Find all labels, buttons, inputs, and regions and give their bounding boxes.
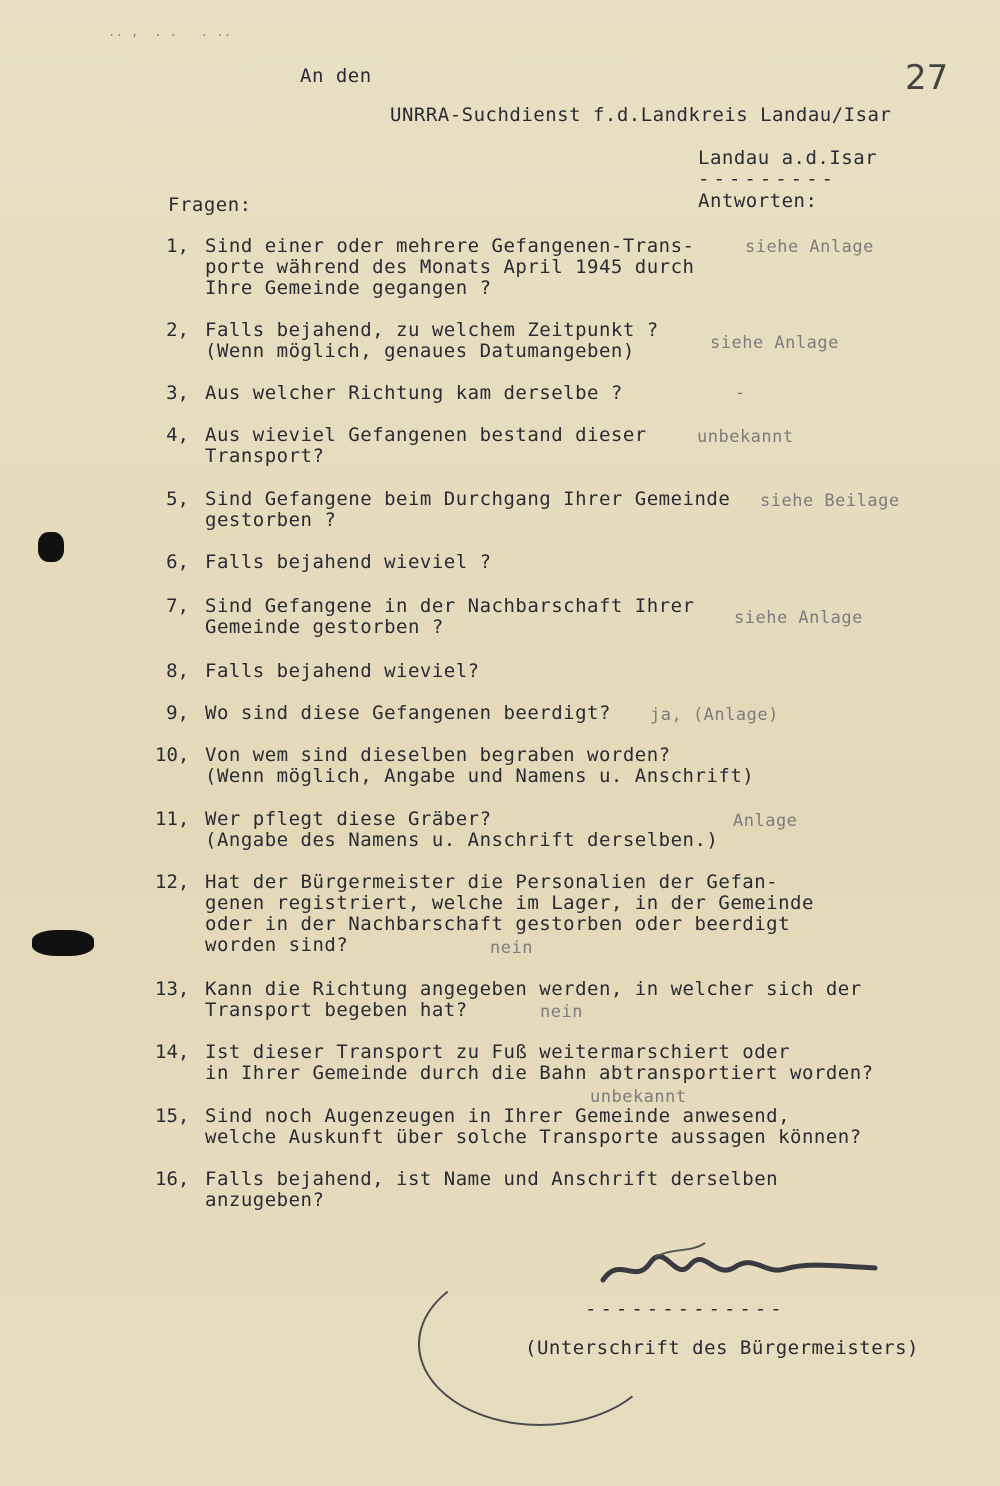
question-number: 16,: [155, 1168, 190, 1190]
question-number: 9,: [166, 702, 189, 724]
answer-text: siehe Beilage: [760, 491, 900, 511]
ink-blot: [38, 532, 64, 562]
question-number: 1,: [166, 235, 189, 257]
question-number: 6,: [166, 551, 189, 573]
question-number: 8,: [166, 660, 189, 682]
signature-label: (Unterschrift des Bürgermeisters): [525, 1337, 919, 1359]
question-text: Sind Gefangene beim Durchgang Ihrer Gemeinde gestorben ?: [205, 488, 731, 531]
question-number: 4,: [166, 424, 189, 446]
question-text: Sind einer oder mehrere Gefangenen-Trans- porte während des Monats April 1945 durch Ihre Gemeinde gegangen ?: [205, 235, 695, 299]
question-number: 10,: [155, 744, 190, 766]
answer-text: nein: [490, 938, 533, 958]
answer-text: siehe Anlage: [710, 333, 839, 353]
question-text: Wo sind diese Gefangenen beerdigt?: [205, 702, 611, 724]
question-text: Kann die Richtung angegeben werden, in welcher sich der Transport begeben hat?: [205, 978, 862, 1021]
questions-heading: Fragen:: [168, 194, 252, 216]
question-text: Falls bejahend, zu welchem Zeitpunkt ? (Wenn möglich, genaues Datumangeben): [205, 319, 659, 362]
place: Landau a.d.Isar: [698, 147, 878, 169]
top-left-marks: .. , . . . ..: [108, 25, 232, 39]
question-text: Aus wieviel Gefangenen bestand dieser Transport?: [205, 424, 647, 467]
question-number: 11,: [155, 808, 190, 830]
ink-blot: [32, 930, 94, 956]
question-number: 5,: [166, 488, 189, 510]
question-number: 7,: [166, 595, 189, 617]
recipient: UNRRA-Suchdienst f.d.Landkreis Landau/Isar: [390, 104, 892, 126]
answers-heading: Antworten:: [698, 190, 818, 212]
question-text: Falls bejahend, ist Name und Anschrift derselben anzugeben?: [205, 1168, 779, 1211]
answer-text: Anlage: [733, 811, 798, 831]
question-number: 2,: [166, 319, 189, 341]
question-number: 12,: [155, 871, 190, 893]
answer-text: siehe Anlage: [745, 237, 874, 257]
question-text: Sind noch Augenzeugen in Ihrer Gemeinde anwesend, welche Auskunft über solche Transporte aussagen können?: [205, 1105, 862, 1148]
answer-text: -: [735, 383, 746, 403]
question-number: 15,: [155, 1105, 190, 1127]
handwritten-signature: [595, 1235, 885, 1295]
answer-text: unbekannt: [590, 1087, 687, 1107]
question-text: Aus welcher Richtung kam derselbe ?: [205, 382, 623, 404]
signature-line: -------------: [585, 1298, 786, 1320]
question-text: Von wem sind dieselben begraben worden? (Wenn möglich, Angabe und Namens u. Anschrift): [205, 744, 755, 787]
answer-text: ja, (Anlage): [650, 705, 779, 725]
question-number: 14,: [155, 1041, 190, 1063]
answer-text: nein: [540, 1002, 583, 1022]
question-text: Hat der Bürgermeister die Personalien der Gefan- genen registriert, welche im Lager, in der Gemeinde oder in der Nachbarschaft gestorben oder beerdigt worden sind?: [205, 871, 814, 956]
question-text: Wer pflegt diese Gräber? (Angabe des Namens u. Anschrift derselben.): [205, 808, 719, 851]
question-text: Falls bejahend wieviel ?: [205, 551, 492, 573]
answer-text: unbekannt: [697, 427, 794, 447]
question-number: 3,: [166, 382, 189, 404]
place-underline: ---------: [698, 168, 837, 190]
page-number: 27: [905, 58, 949, 98]
question-text: Falls bejahend wieviel?: [205, 660, 480, 682]
question-text: Ist dieser Transport zu Fuß weitermarschiert oder in Ihrer Gemeinde durch die Bahn abtransportiert worden?: [205, 1041, 874, 1084]
question-text: Sind Gefangene in der Nachbarschaft Ihrer Gemeinde gestorben ?: [205, 595, 695, 638]
answer-text: siehe Anlage: [734, 608, 863, 628]
address-to: An den: [300, 65, 372, 87]
question-number: 13,: [155, 978, 190, 1000]
